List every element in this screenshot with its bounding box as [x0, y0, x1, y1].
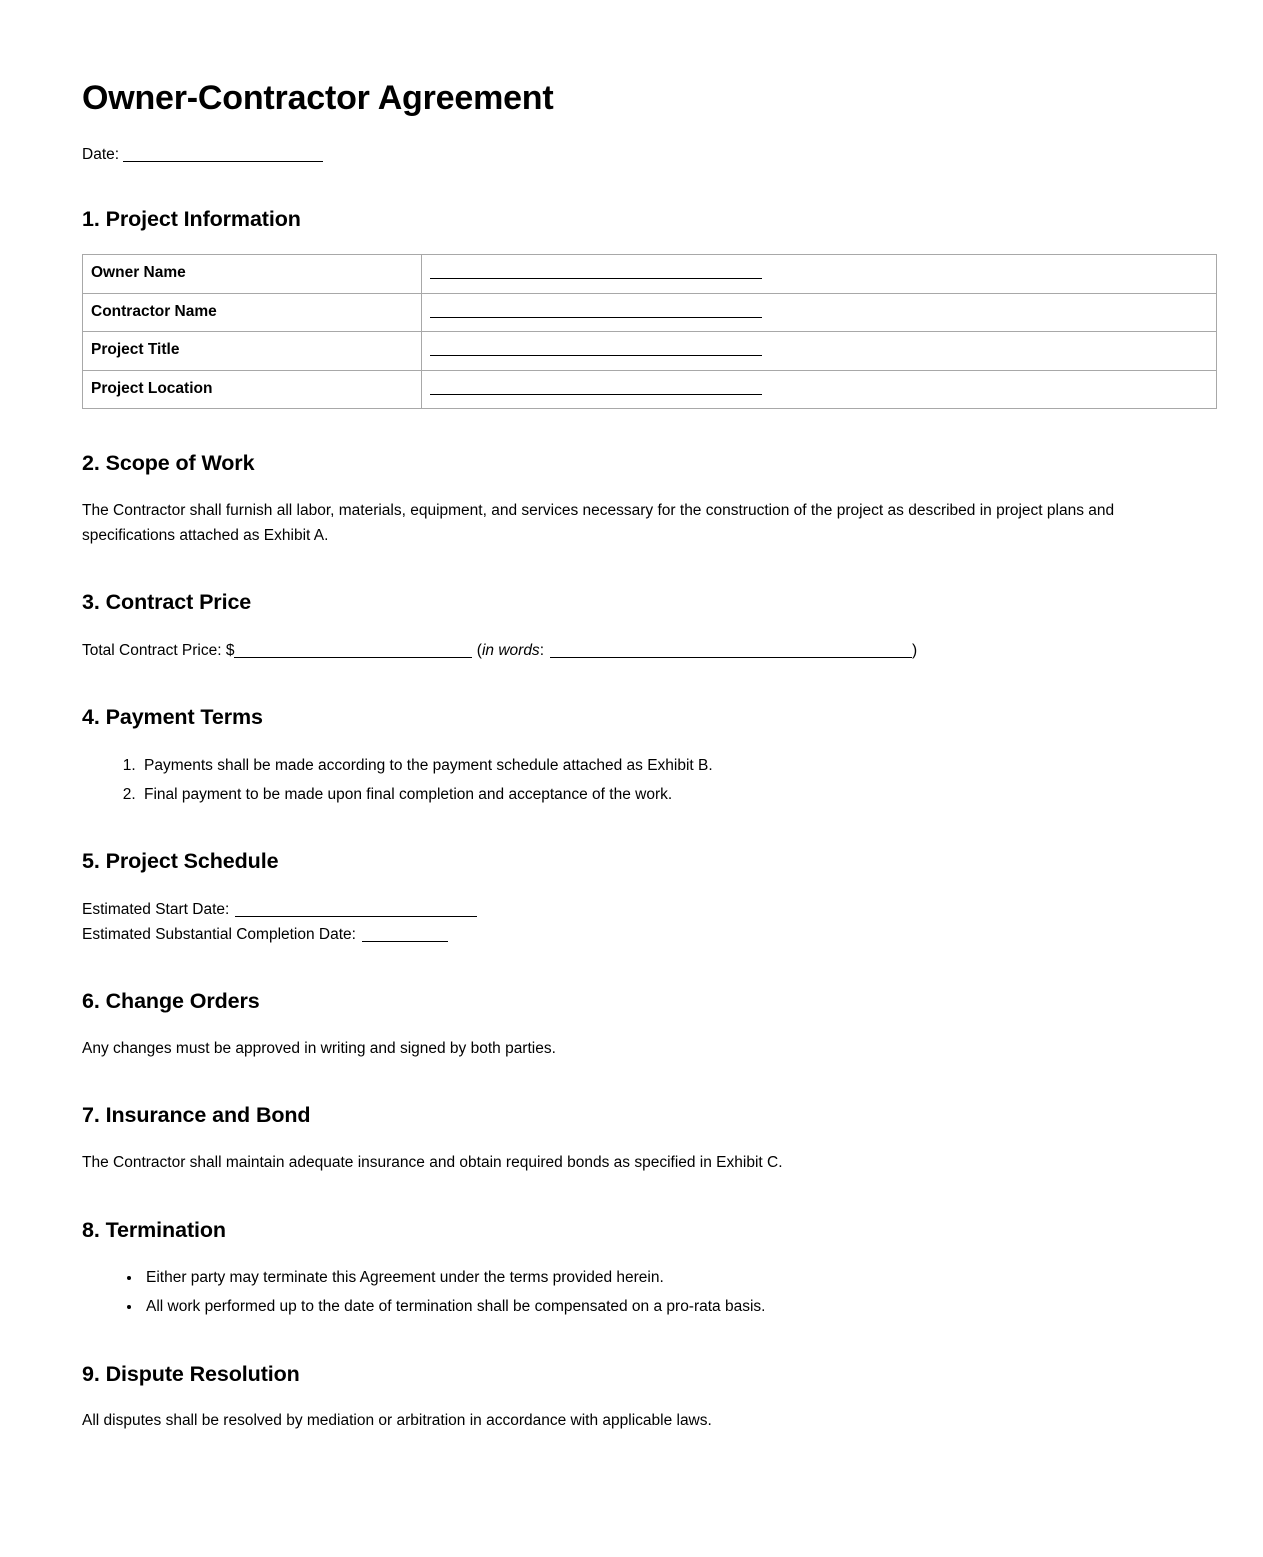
dispute-resolution-paragraph: All disputes shall be resolved by mediation or arbitration in accordance with applicable laws.: [82, 1412, 712, 1430]
section-payment-terms: [82, 705, 1183, 807]
table-row: [83, 293, 1217, 331]
owner-name-blank-line[interactable]: [430, 278, 762, 279]
estimated-start-date-label: Estimated Start Date:: [82, 900, 230, 918]
list-item: • Either party may terminate this Agreement under the terms provided herein.: [142, 1265, 1183, 1290]
date-field-row: [82, 144, 1183, 166]
list-item: 1. Payments shall be made according to the payment schedule attached as Exhibit B.: [140, 753, 1183, 778]
change-orders-paragraph: Any changes must be approved in writing and signed by both parties.: [82, 1039, 556, 1057]
scope-of-work-paragraph: The Contractor shall furnish all labor, materials, equipment, and services necessary for the construction of the project as described in project plans and specifications attached as Exhibit A.: [82, 502, 1115, 544]
section-change-orders: [82, 989, 1183, 1061]
date-label: Date:: [82, 146, 120, 164]
section-termination: [82, 1218, 1183, 1320]
payment-terms-list: [82, 753, 1183, 807]
estimated-completion-date-blank-line[interactable]: [362, 941, 448, 942]
in-words-label: in words: [481, 641, 540, 659]
row-value-contractor-name[interactable]: [422, 293, 1217, 331]
contractor-name-blank-line[interactable]: [430, 317, 762, 318]
table-row: [83, 370, 1217, 408]
termination-list: [82, 1265, 1183, 1319]
section-heading-change-orders: 6. Change Orders: [82, 988, 260, 1013]
section-heading-contract-price: 3. Contract Price: [82, 590, 252, 615]
section-scope-of-work: [82, 451, 1183, 548]
page-title: Owner-Contractor Agreement: [82, 79, 554, 117]
section-heading-dispute-resolution: 9. Dispute Resolution: [82, 1361, 300, 1386]
section-heading-scope-of-work: 2. Scope of Work: [82, 451, 255, 476]
section-insurance-and-bond: [82, 1103, 1183, 1175]
in-words-open-paren: (: [476, 641, 482, 659]
section-heading-payment-terms: 4. Payment Terms: [82, 704, 263, 729]
row-label-project-title: Project Title: [83, 332, 422, 370]
section-heading-termination: 8. Termination: [82, 1217, 226, 1242]
section-dispute-resolution: [82, 1362, 1183, 1434]
estimated-completion-date-row: [82, 922, 1183, 947]
section-project-schedule: [82, 849, 1183, 947]
contract-price-row: [82, 638, 1183, 663]
in-words-close-paren: ): [912, 641, 918, 659]
row-label-owner-name: Owner Name: [83, 255, 422, 293]
project-information-table: [82, 254, 1217, 409]
estimated-start-date-row: [82, 897, 1183, 922]
row-value-owner-name[interactable]: [422, 255, 1217, 293]
section-heading-project-schedule: 5. Project Schedule: [82, 848, 279, 873]
table-row: [83, 255, 1217, 293]
row-value-project-title[interactable]: [422, 332, 1217, 370]
estimated-completion-date-label: Estimated Substantial Completion Date:: [82, 925, 356, 943]
row-label-project-location: Project Location: [83, 370, 422, 408]
row-label-contractor-name: Contractor Name: [83, 293, 422, 331]
estimated-start-date-blank-line[interactable]: [235, 916, 477, 917]
contract-price-label: Total Contract Price: $: [82, 641, 235, 659]
section-contract-price: [82, 590, 1183, 663]
in-words-colon: :: [539, 641, 544, 659]
row-value-project-location[interactable]: [422, 370, 1217, 408]
project-location-blank-line[interactable]: [430, 394, 762, 395]
section-heading-project-information: 1. Project Information: [82, 206, 301, 231]
section-heading-insurance-and-bond: 7. Insurance and Bond: [82, 1103, 311, 1128]
insurance-and-bond-paragraph: The Contractor shall maintain adequate insurance and obtain required bonds as specified in Exhibit C.: [82, 1154, 783, 1172]
section-project-information: [82, 207, 1183, 410]
in-words-blank-line[interactable]: [550, 657, 912, 658]
table-row: [83, 332, 1217, 370]
project-title-blank-line[interactable]: [430, 355, 762, 356]
contract-price-blank-line[interactable]: [234, 657, 472, 658]
date-blank-line[interactable]: [123, 161, 323, 162]
list-item: 2. Final payment to be made upon final completion and acceptance of the work.: [140, 782, 1183, 807]
list-item: • All work performed up to the date of termination shall be compensated on a pro-rata basis.: [142, 1294, 1183, 1319]
